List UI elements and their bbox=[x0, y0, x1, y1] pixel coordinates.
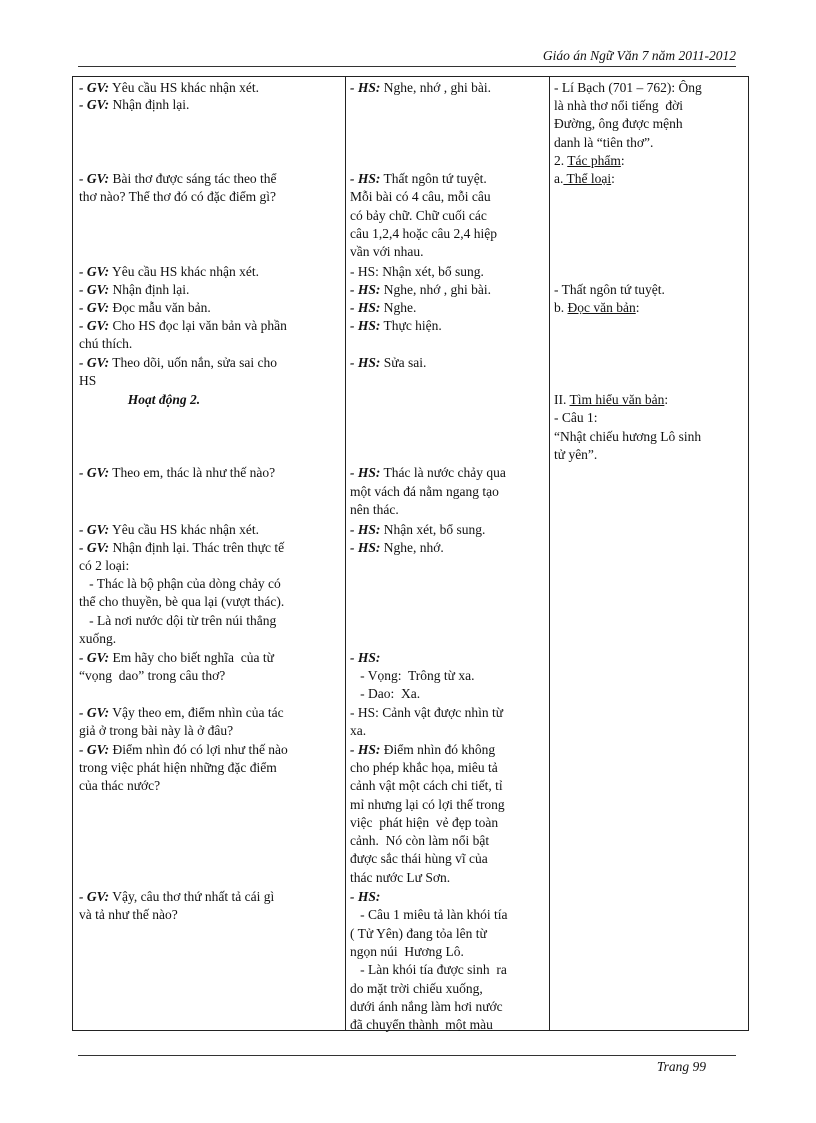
gv-label: - GV: bbox=[79, 889, 110, 904]
hs-label: - HS: bbox=[350, 522, 381, 537]
hs-label: - HS: bbox=[350, 80, 381, 95]
header-rule bbox=[78, 66, 736, 67]
hs-label: - HS: bbox=[350, 650, 381, 665]
hs-label: - HS: bbox=[350, 742, 381, 757]
column-divider bbox=[549, 77, 550, 1030]
gv-label: - GV: bbox=[79, 80, 110, 95]
section-heading: a. Thể loại: bbox=[554, 171, 615, 186]
hs-label: - HS: bbox=[350, 264, 379, 279]
gv-label: - GV: bbox=[79, 742, 110, 757]
column-divider bbox=[345, 77, 346, 1030]
hs-label: - HS: bbox=[350, 318, 381, 333]
page-header: Giáo án Ngữ Văn 7 năm 2011-2012 bbox=[542, 48, 736, 63]
section-heading: II. Tìm hiểu văn bản: bbox=[554, 392, 669, 407]
hs-label: - HS: bbox=[350, 171, 381, 186]
gv-label: - GV: bbox=[79, 650, 110, 665]
page-number: Trang 99 bbox=[656, 1059, 706, 1074]
hs-label: - HS: bbox=[350, 355, 381, 370]
hs-label: - HS: bbox=[350, 282, 381, 297]
section-heading: b. Đọc văn bản: bbox=[554, 300, 640, 315]
lesson-table: - GV: Yêu cầu HS khác nhận xét. - GV: Nhận định lại. - GV: Bài thơ được sáng tác theo thể thơ nào? Thể thơ đó có đặc điểm gì? - GV: Yêu cầu HS khác nhận xét. - GV: Nhận định lại. - GV: Đọc mẫu văn bản. - GV: Cho HS đọc lại văn bản và phần chú thích. - GV: Theo dõi, uốn nắn, sửa sai cho HS Hoạt động 2. - GV: Theo em, thác là như thế nào? - GV: Yêu cầu HS khác nhận xét. - GV: Nhận định lại. Thác trên thực tế có 2 loại: - Thác là bộ phận của dòng chảy có thể cho thuyền, bè qua lại (vượt thác). - Là nơi nước dội từ trên núi thẳng xuống. - GV: Em hãy cho biết nghĩa của từ “vọng dao” trong câu thơ? - GV: Vậy theo em, điểm nhìn của tác giả ở trong bài này là ở đâu? - GV: Điểm nhìn đó có lợi như thế nào trong việc phát hiện những đặc điểm của thác nước? - GV: Vậy, câu thơ thứ nhất tả cái gì và tả như thế nào? - HS: Nghe, nhớ , ghi bài. - HS: Thất ngôn tứ tuyệt. Mỗi bài có 4 câu, mỗi câu có bảy chữ. Chữ cuối các câu 1,2,4 hoặc câu 2,4 hiệp vần với nhau. - HS: Nhận xét, bổ sung. - HS: Nghe, nhớ , ghi bài. - HS: Nghe. - HS: Thực hiện. - HS: Sửa sai. - HS: Thác là nước chảy qua một vách đá nằm ngang tạo nên thác. - HS: Nhận xét, bổ sung. - HS: Nghe, nhớ. - HS: - Vọng: Trông từ xa. - Dao: Xa. - HS: Cảnh vật được nhìn từ xa. - HS: Điểm nhìn đó không cho phép khắc họa, miêu tả cảnh vật một cách chi tiết, tỉ mỉ nhưng lại có lợi thế trong việc phát hiện vẻ đẹp toàn cảnh. Nó còn làm nổi bật được sắc thái hùng vĩ của thác nước Lư Sơn. - HS: - Câu 1 miêu tả làn khói tía ( Tử Yên) đang tỏa lên từ ngọn núi Hương Lô. - Làn khói tía được sinh ra do mặt trời chiếu xuống, dưới ánh nắng làm hơi nước đã chuyển thành một màu - Lí Bạch (701 – 762): Ông là nhà thơ nổi tiếng đời Đường, ông được mệnh danh là “tiên thơ”. 2. Tác phẩm: a. Thể loại: - Thất ngôn tứ tuyệt. b. Đọc văn bản: II. Tìm hiểu văn bản: - Câu 1: “Nhật chiếu hương Lô sinh tử yên”. bbox=[72, 76, 749, 1031]
gv-label: - GV: bbox=[79, 705, 110, 720]
hs-label: - HS: bbox=[350, 540, 381, 555]
gv-label: - GV: bbox=[79, 97, 110, 112]
gv-label: - GV: bbox=[79, 171, 110, 186]
gv-label: - GV: bbox=[79, 318, 110, 333]
gv-label: - GV: bbox=[79, 355, 110, 370]
footer-rule bbox=[78, 1055, 736, 1056]
hs-label: - HS: bbox=[350, 889, 381, 904]
section-heading: 2. Tác phẩm: bbox=[554, 153, 625, 168]
gv-label: - GV: bbox=[79, 522, 110, 537]
gv-label: - GV: bbox=[79, 300, 110, 315]
gv-label: - GV: bbox=[79, 540, 110, 555]
gv-label: - GV: bbox=[79, 282, 110, 297]
gv-label: - GV: bbox=[79, 465, 110, 480]
hs-label: - HS: bbox=[350, 705, 379, 720]
hs-label: - HS: bbox=[350, 465, 381, 480]
activity-heading: Hoạt động 2. bbox=[127, 392, 201, 407]
hs-label: - HS: bbox=[350, 300, 381, 315]
gv-label: - GV: bbox=[79, 264, 110, 279]
